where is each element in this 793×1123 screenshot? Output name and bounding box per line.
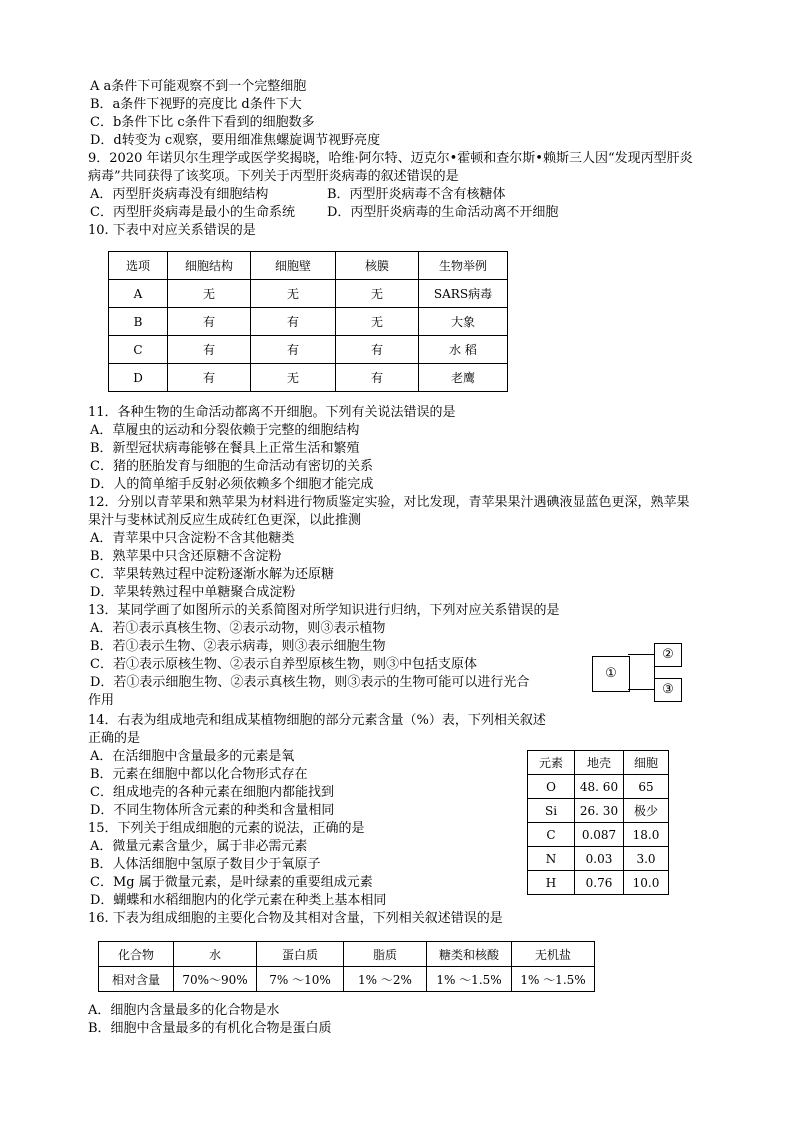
table-row bbox=[99, 967, 595, 992]
table-cell: 10.0 bbox=[624, 871, 669, 895]
q9-option-b: B．丙型肝炎病毒不含有核糖体 bbox=[327, 187, 506, 202]
q13-option-a: A．若①表示真核生物、②表示动物，则③表示植物 bbox=[90, 621, 386, 636]
table-cell: A bbox=[109, 280, 168, 308]
diagram-node-2: ② bbox=[654, 643, 682, 667]
q14-option-c: C．组成地壳的各种元素在细胞内都能找到 bbox=[90, 785, 334, 800]
diagram-node-3: ③ bbox=[654, 678, 682, 702]
q9-stem-line2: 病毒”共同获得了该奖项。下列关于丙型肝炎病毒的叙述错误的是 bbox=[88, 169, 459, 184]
q16-option-b: B．细胞中含量最多的有机化合物是蛋白质 bbox=[88, 1021, 332, 1036]
q13-stem: 13．某同学画了如图所示的关系简图对所学知识进行归纳，下列对应关系错误的是 bbox=[88, 603, 560, 618]
table-cell: N bbox=[528, 847, 575, 871]
q12-option-c: C．苹果转熟过程中淀粉逐渐水解为还原糖 bbox=[90, 567, 334, 582]
diagram-connector bbox=[628, 654, 655, 690]
q11-option-d: D．人的简单缩手反射必须依赖多个细胞才能完成 bbox=[90, 477, 374, 492]
table-cell: 7% ～10% bbox=[257, 967, 344, 992]
table-header-cell: 生物举例 bbox=[419, 252, 508, 280]
table-row bbox=[109, 336, 508, 364]
table-cell: 极少 bbox=[624, 799, 669, 823]
q16-stem: 16. 下表为组成细胞的主要化合物及其相对含量，下列相关叙述错误的是 bbox=[88, 911, 503, 926]
table-header-cell: 细胞壁 bbox=[251, 252, 336, 280]
table-cell: B bbox=[109, 308, 168, 336]
table-row bbox=[528, 847, 669, 871]
q9-option-a: A．丙型肝炎病毒没有细胞结构 bbox=[90, 187, 269, 202]
table-cell: 65 bbox=[624, 775, 669, 799]
q8-option-c: C．b条件下比 c条件下看到的细胞数多 bbox=[90, 115, 315, 130]
table-cell: 3.0 bbox=[624, 847, 669, 871]
table-header-cell: 元素 bbox=[528, 751, 575, 775]
q16-compound-table bbox=[98, 941, 595, 992]
q15-option-c: C．Mg 属于微量元素，是叶绿素的重要组成元素 bbox=[90, 875, 373, 890]
table-header-cell: 蛋白质 bbox=[257, 942, 344, 967]
table-cell: 无 bbox=[336, 308, 419, 336]
table-cell: 1% ～1.5% bbox=[512, 967, 595, 992]
q12-option-a: A．青苹果中只含淀粉不含其他糖类 bbox=[90, 531, 295, 546]
q10-table bbox=[108, 251, 508, 392]
table-cell: 1% ～2% bbox=[344, 967, 427, 992]
q11-option-b: B．新型冠状病毒能够在餐具上正常生活和繁殖 bbox=[90, 441, 360, 456]
table-cell: SARS病毒 bbox=[419, 280, 508, 308]
table-header-cell: 水 bbox=[174, 942, 257, 967]
table-header-cell: 选项 bbox=[109, 252, 168, 280]
table-row bbox=[528, 799, 669, 823]
q12-option-d: D．苹果转熟过程中单糖聚合成淀粉 bbox=[90, 585, 296, 600]
table-header-cell: 细胞结构 bbox=[168, 252, 251, 280]
table-header-cell: 地壳 bbox=[575, 751, 624, 775]
table-cell: 有 bbox=[168, 336, 251, 364]
q15-option-a: A．微量元素含量少，属于非必需元素 bbox=[90, 839, 308, 854]
table-cell: 大象 bbox=[419, 308, 508, 336]
table-header-cell: 核膜 bbox=[336, 252, 419, 280]
table-cell: 0.76 bbox=[575, 871, 624, 895]
q14-option-a: A．在活细胞中含量最多的元素是氧 bbox=[90, 749, 295, 764]
q14-option-b: B．元素在细胞中都以化合物形式存在 bbox=[90, 767, 308, 782]
table-cell: 无 bbox=[251, 280, 336, 308]
q12-option-b: B．熟苹果中只含还原糖不含淀粉 bbox=[90, 549, 282, 564]
table-cell: 无 bbox=[168, 280, 251, 308]
table-header-row bbox=[99, 942, 595, 967]
q12-stem-line2: 果汁与斐林试剂反应生成砖红色更深，以此推测 bbox=[88, 513, 362, 528]
table-row bbox=[528, 823, 669, 847]
table-cell: 有 bbox=[336, 364, 419, 392]
table-cell: 有 bbox=[251, 336, 336, 364]
table-cell: 0.03 bbox=[575, 847, 624, 871]
q9-stem-line1: 9．2020 年诺贝尔生理学或医学奖揭晓，哈维·阿尔特、迈克尔•霍顿和查尔斯•赖斯三人因“发现丙型肝炎 bbox=[88, 151, 693, 166]
table-cell: C bbox=[109, 336, 168, 364]
diagram-node-1: ① bbox=[592, 656, 630, 692]
table-header-cell: 细胞 bbox=[624, 751, 669, 775]
table-cell: H bbox=[528, 871, 575, 895]
table-cell: Si bbox=[528, 799, 575, 823]
q9-option-c: C．丙型肝炎病毒是最小的生命系统 bbox=[90, 205, 295, 220]
table-cell: 70%～90% bbox=[174, 967, 257, 992]
table-cell: C bbox=[528, 823, 575, 847]
q10-stem: 10. 下表中对应关系错误的是 bbox=[88, 223, 256, 238]
q8-option-b: B．a条件下视野的亮度比 d条件下大 bbox=[90, 97, 302, 112]
table-cell: D bbox=[109, 364, 168, 392]
table-cell: 有 bbox=[251, 308, 336, 336]
q8-option-a: A a条件下可能观察不到一个完整细胞 bbox=[90, 79, 307, 94]
table-cell: 1% ～1.5% bbox=[427, 967, 512, 992]
table-row bbox=[109, 364, 508, 392]
table-header-cell: 糖类和核酸 bbox=[427, 942, 512, 967]
table-cell: 26. 30 bbox=[575, 799, 624, 823]
table-row bbox=[528, 871, 669, 895]
table-header-cell: 脂质 bbox=[344, 942, 427, 967]
q15-option-b: B．人体活细胞中氢原子数目少于氧原子 bbox=[90, 857, 321, 872]
q14-stem-line1: 14．右表为组成地壳和组成某植物细胞的部分元素含量（%）表，下列相关叙述 bbox=[88, 713, 546, 728]
q12-stem-line1: 12．分别以青苹果和熟苹果为材料进行物质鉴定实验，对比发现，青苹果果汁遇碘液显蓝色更深，熟苹果 bbox=[88, 495, 690, 510]
table-row bbox=[528, 775, 669, 799]
table-header-cell: 无机盐 bbox=[512, 942, 595, 967]
q13-option-d-continued: 作用 bbox=[88, 693, 115, 708]
q11-option-c: C．猪的胚胎发育与细胞的生命活动有密切的关系 bbox=[90, 459, 373, 474]
table-cell: 0.087 bbox=[575, 823, 624, 847]
q15-stem: 15．下列关于组成细胞的元素的说法，正确的是 bbox=[88, 821, 365, 836]
q11-stem: 11．各种生物的生命活动都离不开细胞。下列有关说法错误的是 bbox=[88, 405, 456, 420]
table-cell: 48. 60 bbox=[575, 775, 624, 799]
table-cell: O bbox=[528, 775, 575, 799]
q16-option-a: A．细胞内含量最多的化合物是水 bbox=[88, 1003, 280, 1018]
table-cell: 有 bbox=[168, 308, 251, 336]
q13-option-d: D．若①表示细胞生物、②表示真核生物，则③表示的生物可能可以进行光合 bbox=[90, 675, 530, 690]
q14-stem-line2: 正确的是 bbox=[88, 731, 141, 746]
table-cell: 无 bbox=[336, 280, 419, 308]
q14-option-d: D．不同生物体所含元素的种类和含量相同 bbox=[90, 803, 335, 818]
q8-option-d: D．d转变为 c观察，要用细准焦螺旋调节视野亮度 bbox=[90, 133, 381, 148]
table-cell: 有 bbox=[336, 336, 419, 364]
table-cell: 18.0 bbox=[624, 823, 669, 847]
table-header-row bbox=[528, 751, 669, 775]
table-cell: 无 bbox=[251, 364, 336, 392]
table-header-cell: 化合物 bbox=[99, 942, 174, 967]
q13-option-c: C．若①表示原核生物、②表示自养型原核生物，则③中包括支原体 bbox=[90, 657, 477, 672]
table-cell: 老鹰 bbox=[419, 364, 508, 392]
table-cell: 相对含量 bbox=[99, 967, 174, 992]
table-header-row bbox=[109, 252, 508, 280]
q15-option-d: D．蝴蝶和水稻细胞内的化学元素在种类上基本相同 bbox=[90, 893, 387, 908]
table-cell: 水 稻 bbox=[419, 336, 508, 364]
table-row bbox=[109, 280, 508, 308]
q11-option-a: A．草履虫的运动和分裂依赖于完整的细胞结构 bbox=[90, 423, 360, 438]
table-row bbox=[109, 308, 508, 336]
q9-option-d: D．丙型肝炎病毒的生命活动离不开细胞 bbox=[327, 205, 559, 220]
q14-element-table bbox=[527, 750, 669, 895]
table-cell: 有 bbox=[168, 364, 251, 392]
q13-option-b: B．若①表示生物、②表示病毒，则③表示细胞生物 bbox=[90, 639, 386, 654]
